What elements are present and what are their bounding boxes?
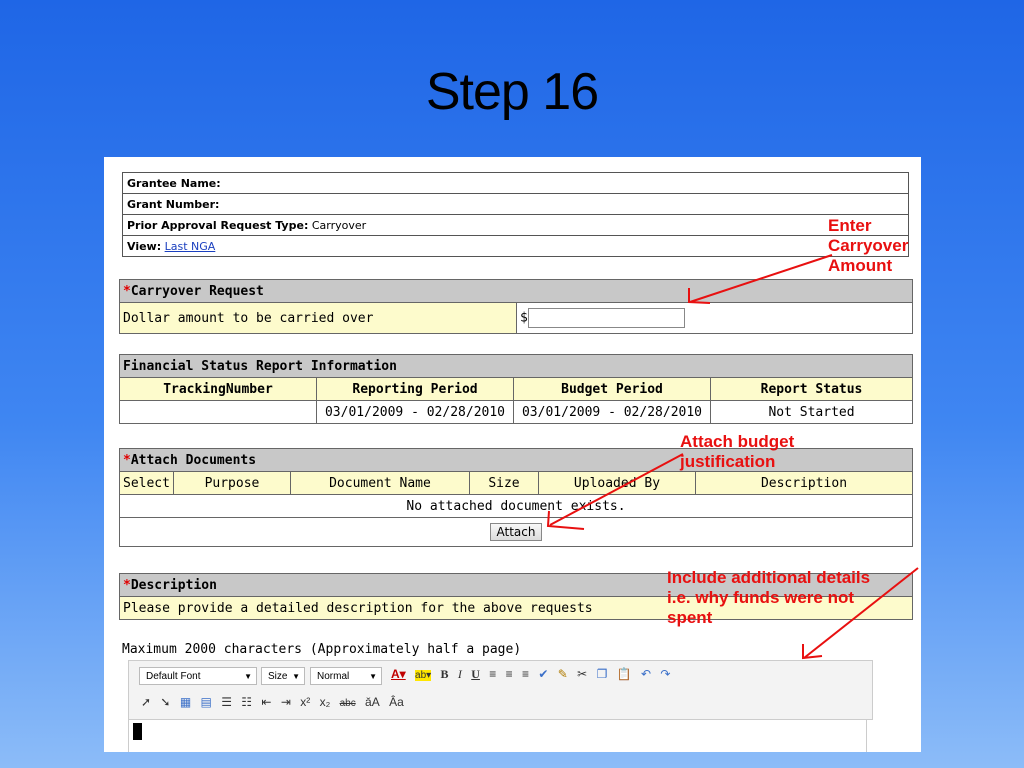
formatting-toolbar-row: [391, 667, 676, 682]
copy-icon[interactable]: ❐: [596, 667, 608, 681]
attach-col-purpose: Purpose: [173, 472, 290, 495]
table-row: [120, 401, 913, 424]
annotation-line: Include additional details: [667, 568, 871, 587]
align-center-icon[interactable]: ≡: [505, 667, 513, 681]
attach-col-document-name: Document Name: [290, 472, 469, 495]
fsr-col-tracking: TrackingNumber: [120, 378, 317, 401]
fsr-tracking-number: [120, 401, 317, 424]
fsr-report-status: Not Started: [711, 401, 913, 424]
required-star: *: [123, 283, 131, 299]
align-left-icon[interactable]: ≡: [489, 667, 497, 681]
fsr-reporting-period: 03/01/2009 - 02/28/2010: [317, 401, 514, 424]
format-select-value: Normal: [317, 671, 350, 682]
annotation-attach-budget: [680, 432, 794, 472]
carryover-request-table: [119, 279, 913, 334]
dollar-amount-cell: [517, 303, 913, 334]
carryover-title: Carryover Request: [130, 283, 264, 299]
dollar-amount-label: Dollar amount to be carried over: [120, 303, 517, 334]
attach-button[interactable]: Attach: [490, 523, 543, 541]
italic-icon[interactable]: I: [457, 667, 462, 681]
carryover-header: [120, 280, 913, 303]
insert-toolbar-row: [141, 695, 410, 709]
chevron-down-icon: ▼: [244, 672, 252, 681]
redo-icon[interactable]: ↷: [660, 667, 671, 681]
font-size-larger-icon[interactable]: Âa: [389, 695, 404, 709]
attach-button-cell: [120, 518, 913, 547]
highlight-color-icon[interactable]: ab▾: [415, 670, 432, 681]
annotation-enter-amount: [828, 216, 908, 276]
cut-icon[interactable]: ✂: [577, 667, 588, 681]
attach-col-description: Description: [695, 472, 912, 495]
pointer-icon[interactable]: ➘: [160, 695, 171, 709]
annotation-line: Amount: [828, 256, 893, 275]
annotation-line: Attach budget: [680, 432, 795, 451]
text-cursor: [133, 723, 142, 740]
attach-col-select: Select: [120, 472, 174, 495]
view-label: View:: [127, 239, 162, 253]
fsr-header: Financial Status Report Information: [120, 355, 913, 378]
slide-title: Step 16: [425, 63, 599, 121]
form-screenshot: [104, 157, 921, 752]
font-color-icon[interactable]: A▾: [391, 667, 406, 681]
fsr-col-status: Report Status: [711, 378, 913, 401]
numbered-list-icon[interactable]: ☰: [221, 695, 232, 709]
request-type-label: Prior Approval Request Type:: [127, 218, 309, 232]
outdent-icon[interactable]: ⇤: [261, 695, 272, 709]
required-star: *: [123, 577, 131, 593]
strikethrough-icon[interactable]: abc: [339, 698, 356, 709]
fsr-budget-period: 03/01/2009 - 02/28/2010: [514, 401, 711, 424]
grant-number-row: [123, 194, 909, 215]
carryover-amount-input[interactable]: [528, 308, 685, 328]
font-size-smaller-icon[interactable]: ǎA: [365, 695, 380, 709]
bullet-list-icon[interactable]: ☷: [241, 695, 253, 709]
format-select[interactable]: [310, 667, 382, 685]
align-right-icon[interactable]: ≡: [521, 667, 529, 681]
rich-text-toolbar: [128, 660, 873, 720]
subscript-icon[interactable]: x₂: [319, 695, 331, 709]
currency-symbol: $: [520, 310, 528, 326]
description-prompt: Please provide a detailed description for the above requests: [120, 597, 913, 620]
grant-number-label: Grant Number:: [127, 197, 220, 211]
font-select-value: Default Font: [146, 671, 201, 682]
annotation-additional-details: [667, 568, 870, 628]
request-type-value: Carryover: [311, 218, 367, 232]
chevron-down-icon: ▼: [292, 672, 300, 681]
font-select[interactable]: [139, 667, 257, 685]
fsr-table: [119, 354, 913, 424]
fsr-col-reporting: Reporting Period: [317, 378, 514, 401]
grantee-name-label: Grantee Name:: [127, 176, 221, 190]
no-documents-message: No attached document exists.: [120, 495, 913, 518]
request-type-row: [123, 215, 909, 236]
insert-anchor-icon[interactable]: ➚: [141, 695, 152, 709]
undo-icon[interactable]: ↶: [640, 667, 652, 681]
size-select-value: Size: [268, 671, 288, 682]
description-title: Description: [130, 577, 217, 593]
clean-format-icon[interactable]: ✎: [557, 667, 568, 681]
grantee-name-row: [123, 173, 909, 194]
view-row: [123, 236, 909, 257]
superscript-icon[interactable]: x²: [300, 695, 311, 709]
annotation-line: i.e. why funds were not: [667, 588, 855, 607]
grantee-info-table: [122, 172, 909, 257]
annotation-line: spent: [667, 608, 713, 627]
spellcheck-icon[interactable]: ✔: [538, 667, 549, 681]
underline-icon[interactable]: U: [471, 667, 480, 681]
attach-col-size: Size: [469, 472, 538, 495]
paste-icon[interactable]: 📋: [616, 667, 632, 681]
attach-col-uploaded-by: Uploaded By: [538, 472, 695, 495]
chevron-down-icon: ▼: [369, 672, 377, 681]
annotation-line: Enter: [828, 216, 872, 235]
attach-title: Attach Documents: [130, 452, 257, 468]
bold-icon[interactable]: B: [440, 667, 449, 681]
character-limit-note: Maximum 2000 characters (Approximately half a page): [122, 642, 522, 657]
description-editor[interactable]: [128, 719, 867, 752]
last-nga-link[interactable]: Last NGA: [164, 239, 216, 253]
required-star: *: [123, 452, 131, 468]
table-properties-icon[interactable]: ▤: [200, 695, 212, 709]
size-select[interactable]: [261, 667, 305, 685]
insert-table-icon[interactable]: ▦: [179, 695, 192, 709]
indent-icon[interactable]: ⇥: [280, 695, 291, 709]
annotation-line: justification: [680, 452, 776, 471]
annotation-line: Carryover: [828, 236, 909, 255]
fsr-col-budget: Budget Period: [514, 378, 711, 401]
